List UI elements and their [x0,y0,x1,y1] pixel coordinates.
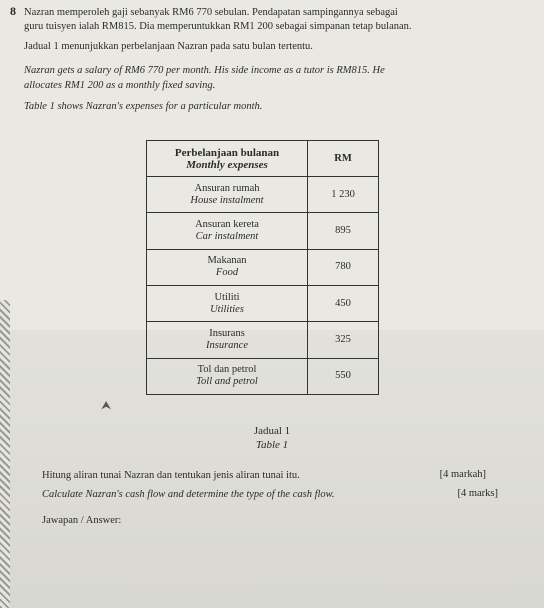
table-header-row [147,141,379,177]
english-text-line-3: Table 1 shows Nazran's expenses for a particular month. [24,101,263,112]
expense-cell [147,249,308,285]
question-number: 8 [10,4,16,18]
table-row [147,322,379,358]
expense-value: 325 [308,322,379,358]
page-edge [0,300,10,608]
expense-english: House instalment [190,194,264,206]
expense-cell [147,322,308,358]
expense-english: Car instalment [195,230,259,242]
expense-cell [147,213,308,249]
task-english-marks: [4 marks] [457,488,498,499]
expense-value: 450 [308,285,379,321]
expense-value: 895 [308,213,379,249]
caption-malay: Jadual 1 [253,425,291,437]
task-english: Calculate Nazran's cash flow and determine the type of the cash flow. [42,489,335,500]
english-text-line-2: allocates RM1 200 as a monthly fixed saving. [24,80,216,91]
answer-label: Jawapan / Answer: [42,515,122,526]
expenses-table [146,140,379,395]
expense-malay: Utiliti [214,291,240,303]
expense-malay: Ansuran kereta [195,218,259,230]
malay-text-line-2: guru tuisyen ialah RM815. Dia memperuntukkan RM1 200 sebagai simpanan tetap bulanan. [24,21,412,32]
expense-value: 1 230 [308,177,379,213]
expense-value: 780 [308,249,379,285]
table-row [147,177,379,213]
expense-malay: Insurans [209,327,245,339]
header-malay: Perbelanjaan bulanan [174,146,280,159]
caption-english: Table 1 [255,439,289,451]
malay-text-line-3: Jadual 1 menunjukkan perbelanjaan Nazran pada satu bulan tertentu. [24,41,313,52]
expense-english: Food [215,267,239,279]
expense-malay: Makanan [207,255,247,267]
malay-text-line-1: Nazran memperoleh gaji sebanyak RM6 770 sebulan. Pendapatan sampingannya sebagai [24,7,398,18]
table-row [147,213,379,249]
expense-malay: Ansuran rumah [194,182,260,194]
expense-value: 550 [308,358,379,394]
table-row [147,358,379,394]
expense-malay: Tol dan petrol [197,364,257,376]
header-english: Monthly expenses [186,158,268,171]
header-rm: RM [308,141,379,177]
header-expense-cell [147,141,308,177]
task-malay: Hitung aliran tunai Nazran dan tentukan jenis aliran tunai itu. [42,470,300,481]
expense-english: Utilities [210,303,244,315]
task-malay-marks: [4 markah] [439,469,486,480]
english-text-line-1: Nazran gets a salary of RM6 770 per month. His side income as a tutor is RM815. He [24,65,385,76]
table-row [147,249,379,285]
expense-english: Insurance [206,339,248,351]
expense-english: Toll and petrol [196,376,258,388]
expense-cell [147,358,308,394]
mouse-pointer-icon: ⮝ [101,398,112,412]
table-row [147,285,379,321]
expense-cell [147,285,308,321]
expense-cell [147,177,308,213]
